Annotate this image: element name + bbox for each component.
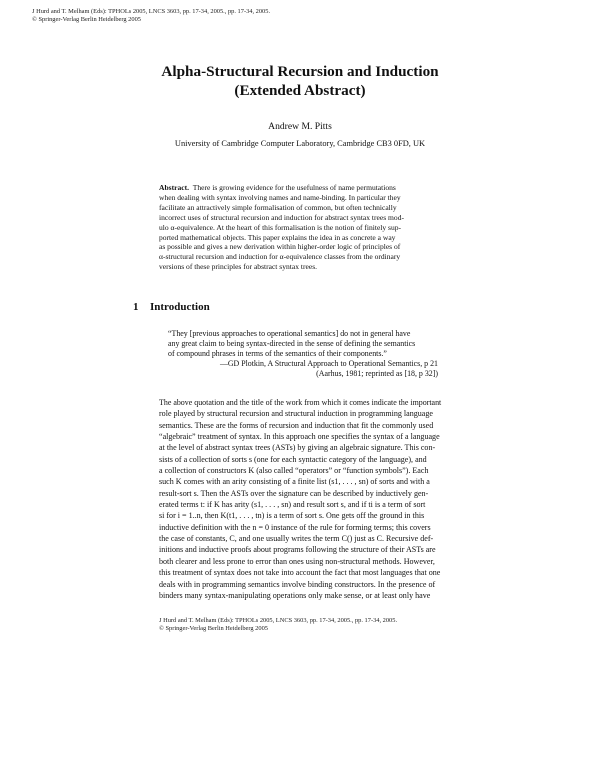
title-line: Alpha-Structural Recursion and Induction [161,63,439,80]
quote-attribution: —GD Plotkin, A Structural Approach to Operational Semantics, p 21 [219,358,438,368]
body-line: binders many syntax-manipulating operations only make sense, or at least only have [159,590,431,600]
abstract [159,183,442,272]
abstract-line: facilitate an attractively simple formalisation of common, but often technically [159,202,397,212]
abstract-line: ulo α-equivalence. At the heart of this formalisation is the notion of finitely sup- [159,222,402,232]
abstract-label: Abstract. [159,183,189,192]
body-line: at the level of abstract syntax trees (ASTs) by giving an algebraic signature. This con- [159,443,436,453]
abstract-line: Abstract. There is growing evidence for the usefulness of name permutations [159,183,396,192]
paper-title [0,63,600,100]
author: Andrew M. Pitts [268,121,332,132]
body-text [159,397,441,601]
affiliation: University of Cambridge Computer Laboratory, Cambridge CB3 0FD, UK [174,139,426,148]
section-title: Introduction [150,301,210,313]
body-line: The above quotation and the title of the work from which it comes indicate the important [159,398,442,407]
quote-source: (Aarhus, 1981; reprinted as [18, p 32]) [316,368,438,378]
footer-line: J Hurd and T. Melham (Eds): TPHOLs 2005, LNCS 3603, pp. 17-34, 2005., pp. 17-34, 2005. [159,617,398,624]
footer-line: © Springer-Verlag Berlin Heidelberg 2005 [159,624,268,632]
body-line: this treatment of syntax does not take into account the fact that most languages that one [159,568,441,578]
body-line: si for i = 1..n, then K(t1, . . . , tn) is a term of sort s. One gets off the ground in this [159,511,425,521]
abstract-line: incorrect uses of structural recursion and induction for abstract syntax trees mod- [159,212,404,222]
quote-line: of compound phrases in terms of the semantics of their components.” [168,348,387,358]
body-line: role played by structural recursion and structural induction in programming language [159,409,433,419]
body-line: initions and inductive proofs about programs following the structure of their ASTs are [159,545,436,555]
body-line: a collection of constructors K (also called “operators” or “function symbols”). Each [159,466,429,476]
body-line: sists of a collection of sorts s (one for each syntactic category of the language), and [159,454,427,464]
body-line: the case of constants, C, and one usually writes the term C() just as C. Recursive def- [159,534,434,544]
body-line: semantics. These are the forms of recursion and induction that fit the commonly used [159,420,434,430]
body-line: result-sort s. Then the ASTs over the signature can be described by inductively gen- [159,488,429,498]
abstract-line: when dealing with syntax involving names and name-binding. In particular they [159,192,401,202]
body-line: deals with in programming semantics involve binding constructors. In the presence of [159,579,436,589]
page-footer [159,617,397,632]
section-number: 1 [133,301,139,313]
abstract-line: α-structural recursion and induction for α-equivalence classes from the ordinary [159,252,401,262]
body-line: erated terms t: if K has arity (s1, . . . , sn) and result sort s, and if ti is a term of sort [159,500,426,510]
body-line: such K comes with an arity consisting of a finite list (s1, . . . , sn) of sorts and with a [159,477,430,487]
body-line: both clearer and less prone to error than ones using non-structural methods. However, [159,556,435,566]
running-header-line: J Hurd and T. Melham (Eds): TPHOLs 2005, LNCS 3603, pp. 17-34, 2005., pp. 17-34, 2005. [32,8,271,15]
section-heading [133,301,210,313]
abstract-line: ported mathematical objects. This paper explains the idea in as concrete a way [159,232,396,242]
abstract-line: versions of these principles for abstract syntax trees. [159,262,318,272]
abstract-line: as possible and gives a new derivation within higher-order logic of principles of [159,242,401,252]
quote-line: any great claim to being syntax-directed in the sense of defining the semantics [168,338,416,348]
running-header-line: © Springer-Verlag Berlin Heidelberg 2005 [32,15,141,23]
body-line: inductive definition with the n = 0 instance of the rule for forming terms; this covers [159,522,431,532]
title-line: (Extended Abstract) [234,81,366,99]
quote-line: “They [previous approaches to operational semantics] do not in general have [168,329,411,338]
running-header [32,8,270,23]
epigraph-quote [168,329,438,379]
body-line: “algebraic” treatment of syntax. In this approach one specifies the syntax of a language [159,432,440,442]
